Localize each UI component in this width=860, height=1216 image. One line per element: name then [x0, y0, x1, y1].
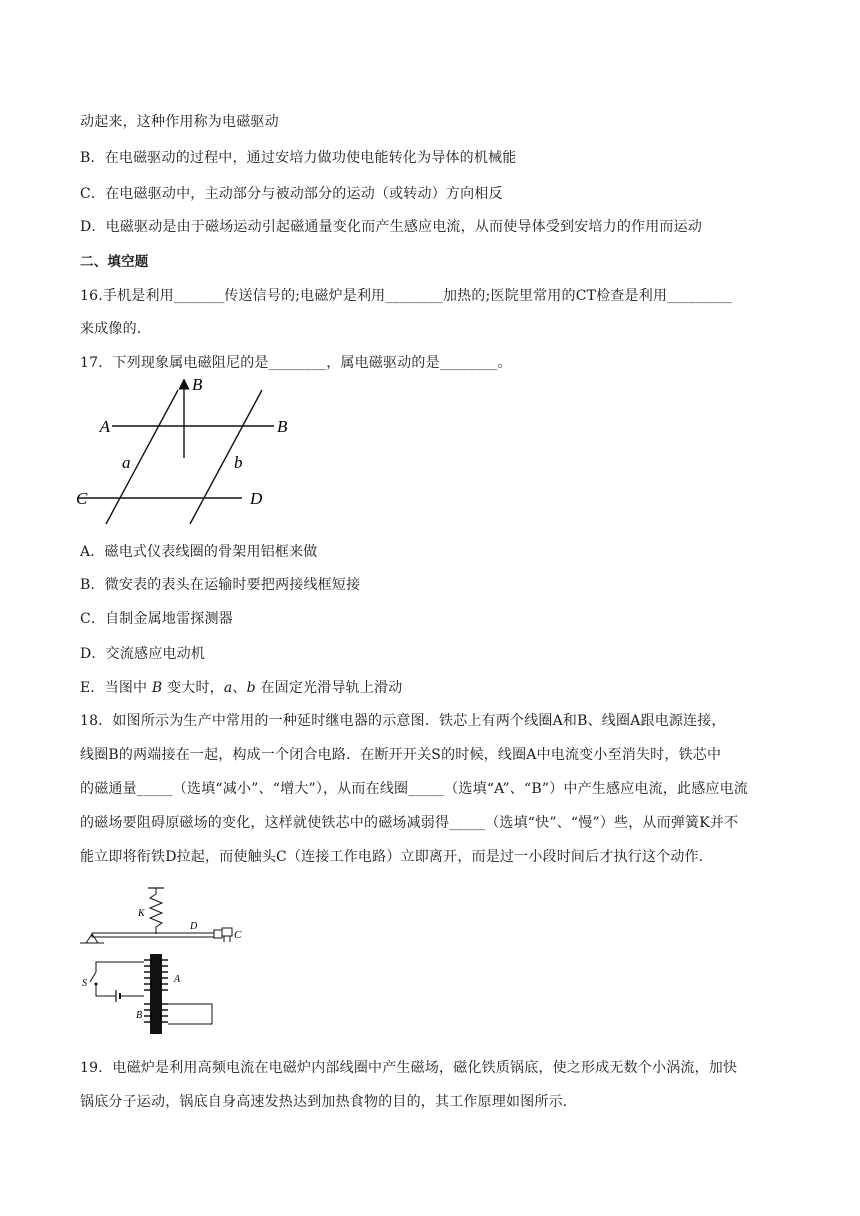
armature-d	[92, 933, 214, 937]
q17-option-b: B．微安表的表头在运输时要把两接线框短接	[80, 577, 361, 593]
q17-stem: 17．下列现象属电磁阻尼的是________，属电磁驱动的是________。	[80, 355, 512, 371]
option-e-prefix: E．当图中	[80, 680, 148, 696]
option-e-b: B	[151, 680, 163, 696]
label-c: C	[234, 929, 242, 941]
label-rod-a: a	[122, 453, 131, 472]
q17-option-a: A．磁电式仪表线圈的骨架用铝框来做	[80, 544, 318, 560]
q18-line-1: 18．如图所示为生产中常用的一种延时继电器的示意图．铁芯上有两个线圈A和B、线圈A跟电源连接，	[80, 713, 726, 729]
label-a: A	[174, 974, 181, 985]
spring-k	[150, 894, 162, 934]
label-rod-b: b	[234, 453, 243, 472]
label-s: S	[82, 978, 87, 989]
option-e-sep: 、	[232, 680, 247, 696]
label-k: K	[138, 908, 145, 919]
label-b-top: B	[277, 417, 288, 436]
q17-option-e	[80, 677, 402, 697]
q15-option-d: D．电磁驱动是由于磁场运动引起磁通量变化而产生感应电流，从而使导体受到安培力的作用而运动	[80, 219, 703, 235]
q15-option-b: B．在电磁驱动的过程中，通过安培力做功使电能转化为导体的机械能	[80, 150, 517, 166]
q16-line-1: 16.手机是利用_______传送信号的;电磁炉是利用________加热的;医院里常用的CT检查是利用_________	[80, 288, 732, 304]
option-e-suffix: 在固定光滑导轨上滑动	[260, 680, 403, 696]
label-c: C	[76, 489, 88, 508]
q17-option-d: D．交流感应电动机	[80, 646, 206, 662]
q19-line-1: 19．电磁炉是利用高频电流在电磁炉内部线圈中产生磁场，磁化铁质锅底，使之形成无数个小涡流，加快	[80, 1060, 738, 1076]
option-e-a: a	[223, 680, 233, 696]
q18-line-4: 的磁场要阻碍原磁场的变化，这样就使铁芯中的磁场减弱得_____（选填“快”、“慢”）些，从而弹簧K并不	[80, 815, 739, 831]
q18-relay-figure	[78, 886, 248, 1038]
label-d: D	[250, 489, 263, 508]
rod-a	[106, 390, 178, 524]
q15-option-a-tail: 动起来，这种作用称为电磁驱动	[80, 114, 279, 130]
section-title: 二、填空题	[80, 254, 149, 270]
label-d: D	[190, 921, 198, 932]
q16-line-2: 来成像的.	[80, 321, 142, 337]
q15-option-c: C．在电磁驱动中，主动部分与被动部分的运动（或转动）方向相反	[80, 186, 503, 202]
option-e-mid: 变大时，	[167, 680, 224, 696]
label-field-b: B	[192, 376, 203, 394]
label-a-top: A	[99, 417, 110, 436]
q19-line-2: 锅底分子运动，锅底自身高速发热达到加热食物的目的，其工作原理如图所示．	[80, 1094, 577, 1110]
q18-line-3: 的磁通量_____（选填“减小”、“增大”），从而在线圈_____（选填“A”、“B”）中产生感应电流，此感应电流	[80, 781, 748, 797]
q17-rail-figure	[76, 376, 316, 528]
q17-option-c: C．自制金属地雷探测器	[80, 611, 233, 627]
switch-s	[90, 972, 96, 982]
q18-line-2: 线圈B的两端接在一起，构成一个闭合电路．在断开开关S的时候，线圈A中电流变小至消失时，铁芯中	[80, 747, 722, 763]
option-e-b2: b	[246, 680, 256, 696]
q18-line-5: 能立即将衔铁D拉起，而使触头C（连接工作电路）立即离开，而是过一小段时间后才执行这个动作．	[80, 849, 713, 865]
label-b: B	[136, 1010, 143, 1021]
